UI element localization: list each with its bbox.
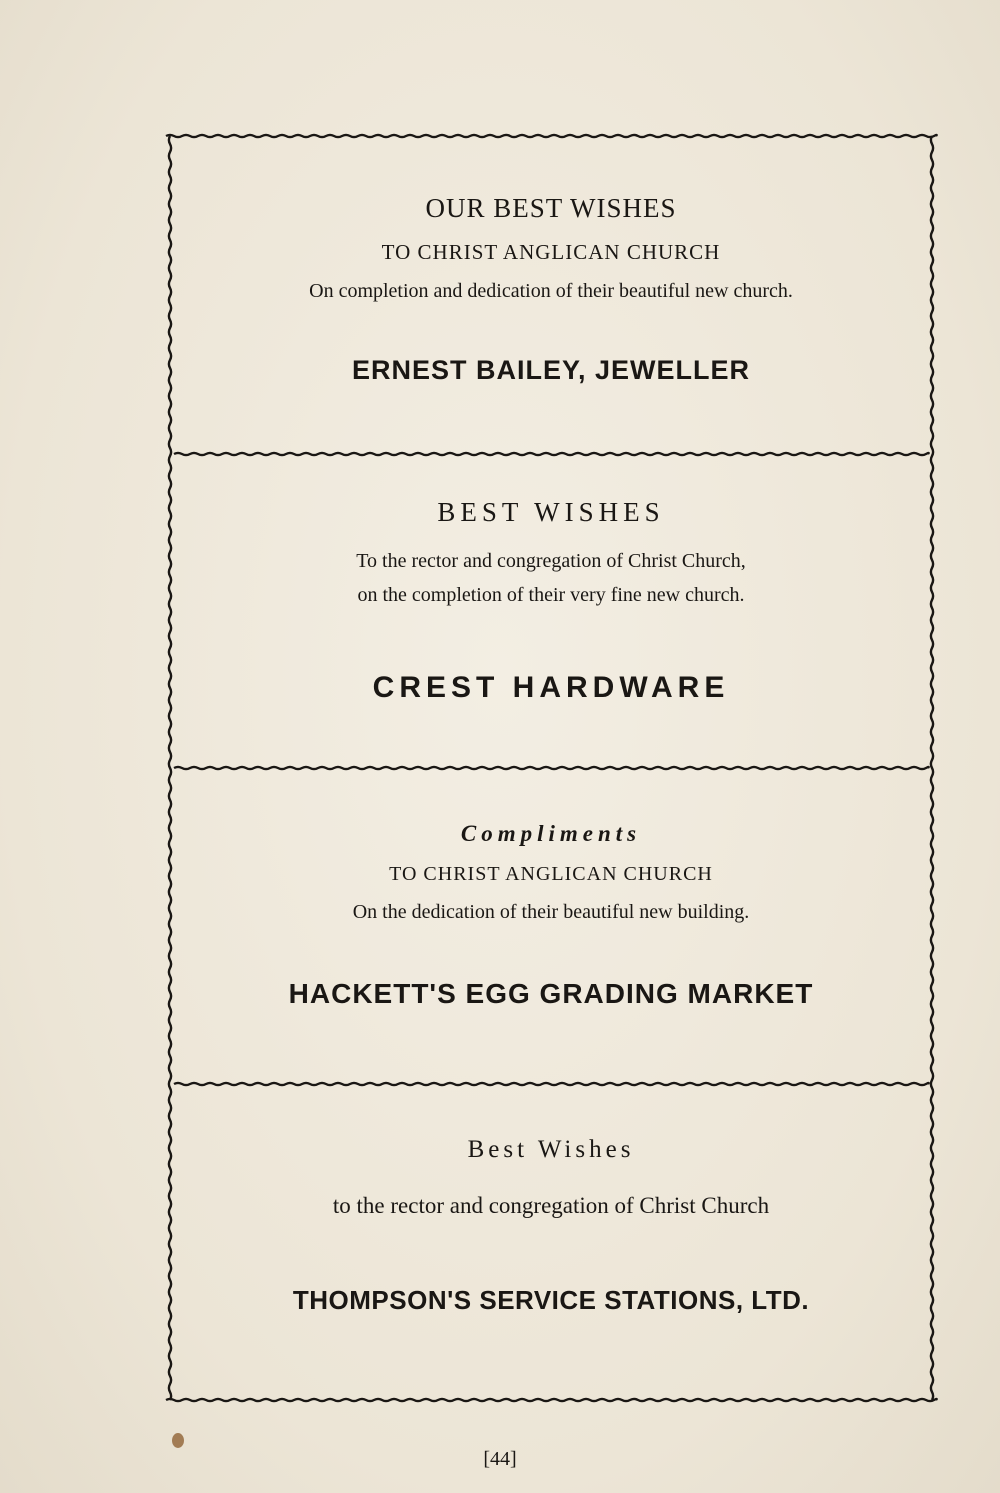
ad-heading: OUR BEST WISHES	[425, 193, 677, 223]
divider-1	[174, 453, 929, 455]
top-border	[166, 135, 937, 137]
ad-recipient: TO CHRIST ANGLICAN CHURCH	[381, 240, 721, 264]
ink-smudge	[172, 1433, 184, 1448]
ad-recipient: TO CHRIST ANGLICAN CHURCH	[389, 863, 713, 885]
ad-message: On the dedication of their beautiful new building.	[352, 901, 750, 923]
ad-sponsor: HACKETT'S EGG GRADING MARKET	[288, 978, 814, 1009]
divider-2	[174, 767, 929, 769]
ad-crest-hardware	[162, 492, 940, 708]
ad-heading: Best Wishes	[467, 1136, 635, 1163]
ad-message: On completion and dedication of their beautiful new church.	[309, 280, 793, 302]
ad-message: to the rector and congregation of Christ Church	[332, 1193, 770, 1218]
ad-thompsons	[162, 1130, 940, 1320]
ad-heading: Compliments	[460, 821, 642, 846]
ad-sponsor: THOMPSON'S SERVICE STATIONS, LTD.	[292, 1285, 810, 1315]
ad-ernest-bailey	[162, 188, 940, 390]
ad-heading: BEST WISHES	[437, 497, 665, 527]
bottom-border	[166, 1399, 937, 1401]
divider-3	[174, 1083, 929, 1085]
ad-sponsor: ERNEST BAILEY, JEWELLER	[351, 355, 751, 385]
advertisement-frame	[162, 128, 940, 1408]
page-number: [44]	[483, 1448, 517, 1470]
ad-sponsor: CREST HARDWARE	[372, 671, 730, 704]
ad-message-line1: To the rector and congregation of Christ Church,	[356, 550, 746, 572]
ad-hacketts	[162, 816, 940, 1014]
ad-message-line2: on the completion of their very fine new church.	[357, 584, 745, 606]
